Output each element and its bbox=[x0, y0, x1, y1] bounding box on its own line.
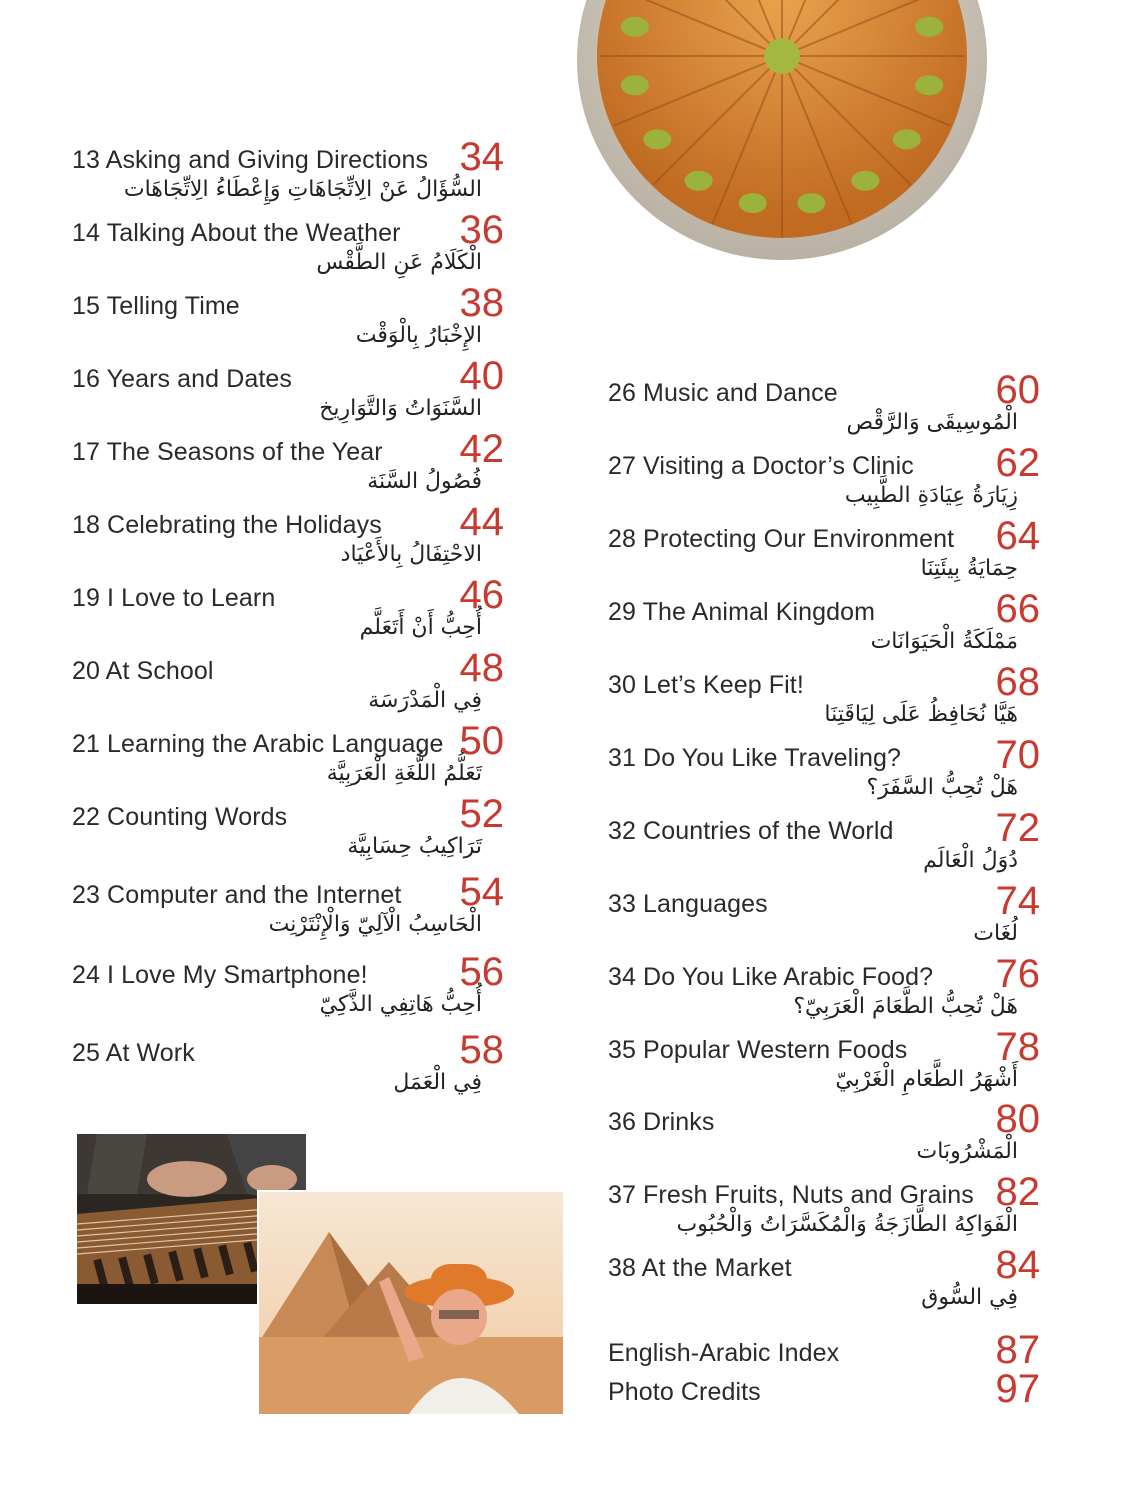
page-number: 87 bbox=[995, 1328, 1040, 1372]
chapter-title: 29 The Animal Kingdom bbox=[608, 598, 876, 626]
chapter-title: 15 Telling Time bbox=[72, 292, 240, 320]
toc-back-matter-entry[interactable] bbox=[608, 1328, 1040, 1374]
chapter-title: 38 At the Market bbox=[608, 1254, 792, 1282]
toc-entry[interactable] bbox=[608, 368, 1040, 442]
page-number: 38 bbox=[459, 281, 504, 325]
chapter-title-arabic: أُحِبُّ هَاتِفِي الذَّكِيّ bbox=[319, 992, 482, 1017]
chapter-title: 21 Learning the Arabic Language bbox=[72, 730, 444, 758]
chapter-title: 27 Visiting a Doctor’s Clinic bbox=[608, 452, 914, 480]
page-number: 64 bbox=[995, 514, 1040, 558]
back-matter-title: English-Arabic Index bbox=[608, 1339, 840, 1367]
chapter-title-arabic: لُغَات bbox=[973, 921, 1018, 946]
page-number: 56 bbox=[459, 950, 504, 994]
toc-entry[interactable] bbox=[608, 660, 1040, 734]
toc-entry[interactable] bbox=[72, 573, 504, 647]
toc-entry[interactable] bbox=[72, 427, 504, 501]
chapter-title-arabic: الْمُوسِيقَى وَالرَّقْص bbox=[846, 410, 1018, 435]
pyramids-traveler-photo bbox=[257, 1190, 565, 1416]
toc-entry[interactable] bbox=[608, 441, 1040, 515]
chapter-title-arabic: الْفَوَاكِهُ الطَّازَجَةُ وَالْمُكَسَّرَاتُ وَالْحُبُوب bbox=[676, 1212, 1018, 1237]
toc-entry[interactable] bbox=[608, 587, 1040, 661]
page-number: 80 bbox=[995, 1097, 1040, 1141]
toc-entry[interactable] bbox=[72, 792, 504, 866]
chapter-title-arabic: دُوَلُ الْعَالَم bbox=[923, 848, 1018, 873]
toc-entry[interactable] bbox=[72, 950, 504, 1024]
chapter-title-arabic: فِي الْمَدْرَسَة bbox=[368, 688, 482, 713]
chapter-title-arabic: هَلْ تُحِبُّ السَّفَرَ؟ bbox=[866, 775, 1018, 800]
chapter-title: 13 Asking and Giving Directions bbox=[72, 146, 429, 174]
toc-entry[interactable] bbox=[72, 354, 504, 428]
toc-entry[interactable] bbox=[608, 1097, 1040, 1171]
page-number: 42 bbox=[459, 427, 504, 471]
toc-entry[interactable] bbox=[72, 870, 504, 944]
chapter-title: 20 At School bbox=[72, 657, 214, 685]
chapter-title: 19 I Love to Learn bbox=[72, 584, 276, 612]
chapter-title: 31 Do You Like Traveling? bbox=[608, 744, 901, 772]
page-number: 84 bbox=[995, 1243, 1040, 1287]
page-number: 82 bbox=[995, 1170, 1040, 1214]
chapter-title-arabic: الاحْتِفَالُ بِالأَعْيَاد bbox=[340, 542, 482, 567]
chapter-title: 28 Protecting Our Environment bbox=[608, 525, 955, 553]
toc-entry[interactable] bbox=[608, 879, 1040, 953]
page-number: 76 bbox=[995, 952, 1040, 996]
chapter-title: 25 At Work bbox=[72, 1039, 195, 1067]
chapter-title-arabic: هَلْ تُحِبُّ الطَّعَامَ الْعَرَبِيّ؟ bbox=[793, 994, 1018, 1019]
chapter-title: 30 Let’s Keep Fit! bbox=[608, 671, 804, 699]
chapter-title: 24 I Love My Smartphone! bbox=[72, 961, 368, 989]
chapter-title-arabic: الإِخْبَارُ بِالْوَقْت bbox=[355, 323, 482, 348]
page-number: 54 bbox=[459, 870, 504, 914]
chapter-title-arabic: فِي السُّوق bbox=[921, 1285, 1018, 1310]
page-number: 70 bbox=[995, 733, 1040, 777]
page-number: 60 bbox=[995, 368, 1040, 412]
page-number: 52 bbox=[459, 792, 504, 836]
toc-entry[interactable] bbox=[608, 514, 1040, 588]
chapter-title: 32 Countries of the World bbox=[608, 817, 894, 845]
chapter-title-arabic: أَشْهَرُ الطَّعَامِ الْغَرْبِيّ bbox=[835, 1067, 1018, 1092]
toc-entry[interactable] bbox=[608, 806, 1040, 880]
chapter-title: 33 Languages bbox=[608, 890, 768, 918]
page-number: 48 bbox=[459, 646, 504, 690]
page-number: 66 bbox=[995, 587, 1040, 631]
page-number: 44 bbox=[459, 500, 504, 544]
chapter-title-arabic: السُّؤَالُ عَنْ الِاتِّجَاهَاتِ وَإِعْطَاءُ الِاتِّجَاهَات bbox=[123, 177, 482, 202]
chapter-title: 37 Fresh Fruits, Nuts and Grains bbox=[608, 1181, 974, 1209]
chapter-title-arabic: السَّنَوَاتُ وَالتَّوَارِيخ bbox=[319, 396, 482, 421]
chapter-title-arabic: فُصُولُ السَّنَة bbox=[367, 469, 482, 494]
toc-entry[interactable] bbox=[72, 1028, 504, 1102]
chapter-title: 36 Drinks bbox=[608, 1108, 715, 1136]
chapter-title-arabic: تَعَلُّمُ اللُّغَةِ الْعَرَبِيَّة bbox=[326, 761, 482, 786]
chapter-title-arabic: أُحِبُّ أَنْ أَتَعَلَّم bbox=[359, 615, 482, 640]
page-number: 46 bbox=[459, 573, 504, 617]
toc-back-matter-entry[interactable] bbox=[608, 1367, 1040, 1413]
chapter-title: 26 Music and Dance bbox=[608, 379, 838, 407]
page-number: 40 bbox=[459, 354, 504, 398]
chapter-title-arabic: مَمْلَكَةُ الْحَيَوَانَات bbox=[870, 629, 1018, 654]
page-number: 74 bbox=[995, 879, 1040, 923]
chapter-title-arabic: فِي الْعَمَل bbox=[393, 1070, 482, 1095]
page-number: 34 bbox=[459, 135, 504, 179]
page-number: 62 bbox=[995, 441, 1040, 485]
chapter-title-arabic: تَرَاكِيبُ حِسَابِيَّة bbox=[347, 834, 482, 859]
toc-entry[interactable] bbox=[72, 135, 504, 209]
toc-entry[interactable] bbox=[72, 500, 504, 574]
toc-entry[interactable] bbox=[608, 1170, 1040, 1244]
page-number: 36 bbox=[459, 208, 504, 252]
chapter-title: 14 Talking About the Weather bbox=[72, 219, 401, 247]
chapter-title-arabic: الْكَلَامُ عَنِ الطَّقْس bbox=[316, 250, 482, 275]
chapter-title-arabic: الْحَاسِبُ الْآلِيّ وَالْإِنْتَرْنِت bbox=[268, 912, 482, 937]
kunafa-dessert-photo bbox=[575, 0, 990, 262]
chapter-title: 23 Computer and the Internet bbox=[72, 881, 402, 909]
chapter-title-arabic: الْمَشْرُوبَات bbox=[916, 1139, 1018, 1164]
page-number: 72 bbox=[995, 806, 1040, 850]
toc-entry[interactable] bbox=[72, 208, 504, 282]
toc-entry[interactable] bbox=[72, 646, 504, 720]
toc-entry[interactable] bbox=[608, 733, 1040, 807]
page-number: 78 bbox=[995, 1025, 1040, 1069]
toc-entry[interactable] bbox=[72, 719, 504, 793]
chapter-title: 16 Years and Dates bbox=[72, 365, 293, 393]
chapter-title: 35 Popular Western Foods bbox=[608, 1036, 908, 1064]
chapter-title: 34 Do You Like Arabic Food? bbox=[608, 963, 934, 991]
page-number: 58 bbox=[459, 1028, 504, 1072]
chapter-title: 22 Counting Words bbox=[72, 803, 288, 831]
page-number: 97 bbox=[995, 1367, 1040, 1411]
chapter-title: 18 Celebrating the Holidays bbox=[72, 511, 382, 539]
toc-entry[interactable] bbox=[608, 1025, 1040, 1099]
page-number: 68 bbox=[995, 660, 1040, 704]
chapter-title-arabic: حِمَايَةُ بِيئَتِنَا bbox=[920, 556, 1018, 581]
back-matter-title: Photo Credits bbox=[608, 1378, 761, 1406]
toc-entry[interactable] bbox=[72, 281, 504, 355]
toc-entry[interactable] bbox=[608, 952, 1040, 1026]
chapter-title-arabic: هَيَّا نُحَافِظُ عَلَى لِيَاقَتِنَا bbox=[824, 702, 1018, 727]
chapter-title-arabic: زِيَارَةُ عِيَادَةِ الطَّبِيب bbox=[844, 483, 1018, 508]
page-number: 50 bbox=[459, 719, 504, 763]
toc-entry[interactable] bbox=[608, 1243, 1040, 1317]
chapter-title: 17 The Seasons of the Year bbox=[72, 438, 383, 466]
